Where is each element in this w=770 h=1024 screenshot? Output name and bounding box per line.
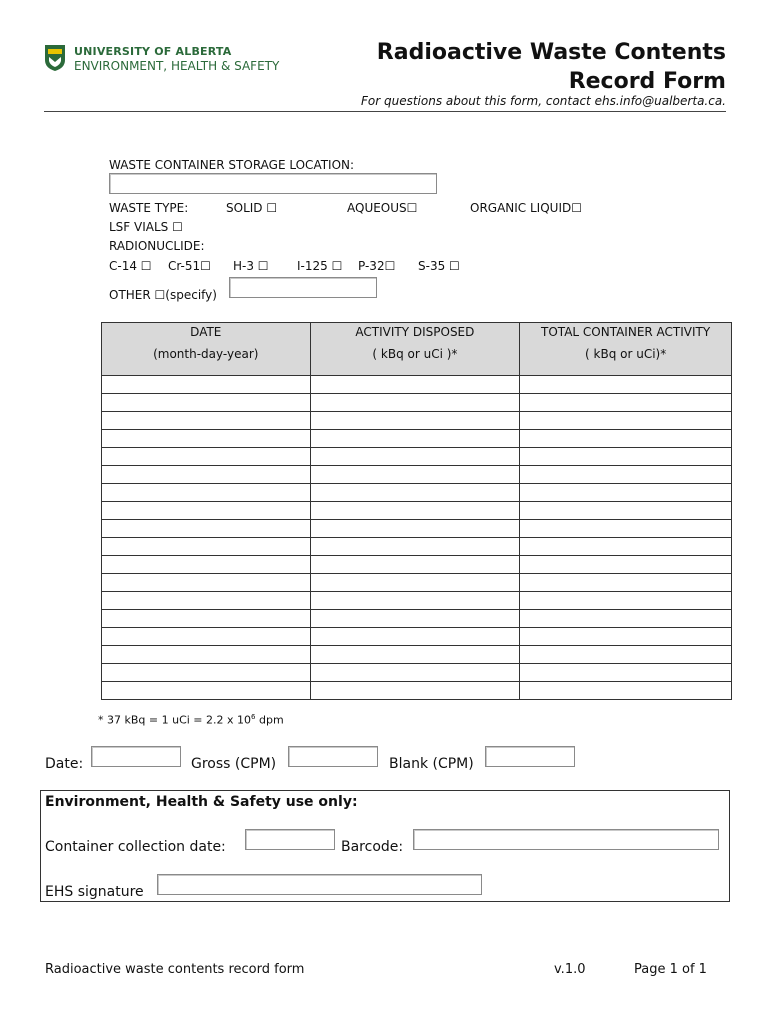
table-row xyxy=(102,592,732,610)
blank-cpm-field[interactable] xyxy=(485,746,575,767)
total-activity-cell[interactable] xyxy=(520,520,732,538)
table-row xyxy=(102,556,732,574)
table-row xyxy=(102,430,732,448)
ehs-section-heading: Environment, Health & Safety use only: xyxy=(45,794,358,810)
activity-disposed-cell[interactable] xyxy=(310,574,520,592)
h3-checkbox[interactable]: H-3 ☐ xyxy=(233,259,269,273)
other-specify-field[interactable] xyxy=(229,277,377,298)
logo-text-university: UNIVERSITY OF ALBERTA xyxy=(74,45,232,58)
i125-checkbox[interactable]: I-125 ☐ xyxy=(297,259,343,273)
total-activity-cell[interactable] xyxy=(520,412,732,430)
activity-disposed-cell[interactable] xyxy=(310,682,520,700)
total-activity-cell[interactable] xyxy=(520,538,732,556)
date-cell[interactable] xyxy=(102,394,311,412)
page-title xyxy=(377,38,726,96)
table-row xyxy=(102,610,732,628)
ualberta-logo xyxy=(44,44,304,76)
activity-disposed-cell[interactable] xyxy=(310,646,520,664)
location-label: WASTE CONTAINER STORAGE LOCATION: xyxy=(109,158,355,172)
location-field[interactable] xyxy=(109,173,437,194)
table-row xyxy=(102,448,732,466)
aqueous-checkbox[interactable]: AQUEOUS☐ xyxy=(347,201,418,215)
date-cell[interactable] xyxy=(102,682,311,700)
title-line-1: Radioactive Waste Contents xyxy=(376,40,726,65)
barcode-field[interactable] xyxy=(413,829,719,850)
c14-checkbox[interactable]: C-14 ☐ xyxy=(109,259,152,273)
table-row xyxy=(102,574,732,592)
collection-date-label: Container collection date: xyxy=(45,839,226,855)
disposal-log-table xyxy=(101,322,732,700)
total-activity-cell[interactable] xyxy=(520,628,732,646)
date-cell[interactable] xyxy=(102,466,311,484)
organic-liquid-checkbox[interactable]: ORGANIC LIQUID☐ xyxy=(470,201,582,215)
ehs-signature-label: EHS signature xyxy=(45,884,144,900)
table-row xyxy=(102,502,732,520)
logo-text-department: ENVIRONMENT, HEALTH & SAFETY xyxy=(74,59,280,73)
table-row xyxy=(102,646,732,664)
table-row xyxy=(102,538,732,556)
date-column-header: DATE (month-day-year) xyxy=(102,323,311,376)
contact-note: For questions about this form, contact ehs.info@ualberta.ca. xyxy=(360,94,726,108)
collection-date-field[interactable] xyxy=(245,829,335,850)
activity-disposed-cell[interactable] xyxy=(310,394,520,412)
gross-cpm-label: Gross (CPM) xyxy=(191,756,277,772)
total-activity-cell[interactable] xyxy=(520,484,732,502)
ehs-signature-field[interactable] xyxy=(157,874,482,895)
table-row xyxy=(102,376,732,394)
lsf-vials-checkbox[interactable]: LSF VIALS ☐ xyxy=(109,220,183,234)
date-cell[interactable] xyxy=(102,376,311,394)
barcode-label: Barcode: xyxy=(341,839,404,855)
date-cell[interactable] xyxy=(102,430,311,448)
table-row xyxy=(102,394,732,412)
total-activity-cell[interactable] xyxy=(520,592,732,610)
table-row xyxy=(102,520,732,538)
activity-disposed-cell[interactable] xyxy=(310,412,520,430)
activity-disposed-cell[interactable] xyxy=(310,466,520,484)
unit-conversion-note: * 37 kBq = 1 uCi = 2.2 x $10^6$ dpm xyxy=(98,713,284,727)
date-cell[interactable] xyxy=(102,592,311,610)
total-activity-cell[interactable] xyxy=(520,682,732,700)
activity-disposed-cell[interactable] xyxy=(310,376,520,394)
total-activity-cell[interactable] xyxy=(520,466,732,484)
activity-disposed-column-header: ACTIVITY DISPOSED ( kBq or uCi )* xyxy=(310,323,520,376)
table-row xyxy=(102,466,732,484)
date-cell[interactable] xyxy=(102,556,311,574)
waste-type-label: WASTE TYPE: xyxy=(109,201,189,215)
activity-disposed-cell[interactable] xyxy=(310,538,520,556)
activity-disposed-cell[interactable] xyxy=(310,502,520,520)
table-row xyxy=(102,412,732,430)
s35-checkbox[interactable]: S-35 ☐ xyxy=(418,259,460,273)
date-field[interactable] xyxy=(91,746,181,767)
total-activity-cell[interactable] xyxy=(520,664,732,682)
gross-cpm-field[interactable] xyxy=(288,746,378,767)
header-divider xyxy=(44,111,726,112)
date-cell[interactable] xyxy=(102,502,311,520)
table-header-row xyxy=(102,323,732,376)
activity-disposed-cell[interactable] xyxy=(310,484,520,502)
activity-disposed-cell[interactable] xyxy=(310,520,520,538)
date-cell[interactable] xyxy=(102,484,311,502)
total-activity-cell[interactable] xyxy=(520,430,732,448)
footer-page-number: Page 1 of 1 xyxy=(634,962,707,977)
cr51-checkbox[interactable]: Cr-51☐ xyxy=(168,259,211,273)
footer-document-name: Radioactive waste contents record form xyxy=(45,962,305,977)
table-row xyxy=(102,682,732,700)
total-activity-cell[interactable] xyxy=(520,448,732,466)
total-activity-cell[interactable] xyxy=(520,574,732,592)
radionuclide-label: RADIONUCLIDE: xyxy=(109,239,205,253)
activity-disposed-cell[interactable] xyxy=(310,592,520,610)
table-row xyxy=(102,484,732,502)
activity-disposed-cell[interactable] xyxy=(310,610,520,628)
date-label: Date: xyxy=(45,756,84,772)
total-activity-cell[interactable] xyxy=(520,376,732,394)
total-activity-cell[interactable] xyxy=(520,556,732,574)
date-cell[interactable] xyxy=(102,412,311,430)
solid-checkbox[interactable]: SOLID ☐ xyxy=(226,201,278,215)
total-activity-cell[interactable] xyxy=(520,394,732,412)
date-cell[interactable] xyxy=(102,538,311,556)
total-activity-cell[interactable] xyxy=(520,502,732,520)
activity-disposed-cell[interactable] xyxy=(310,664,520,682)
table-row xyxy=(102,664,732,682)
title-line-2: Record Form xyxy=(568,69,726,94)
total-activity-cell[interactable] xyxy=(520,610,732,628)
activity-disposed-cell[interactable] xyxy=(310,556,520,574)
footer-version: v.1.0 xyxy=(554,962,586,977)
date-cell[interactable] xyxy=(102,610,311,628)
date-cell[interactable] xyxy=(102,448,311,466)
date-cell[interactable] xyxy=(102,664,311,682)
other-checkbox[interactable]: OTHER ☐(specify) xyxy=(109,288,217,302)
activity-disposed-cell[interactable] xyxy=(310,448,520,466)
date-cell[interactable] xyxy=(102,574,311,592)
activity-disposed-cell[interactable] xyxy=(310,430,520,448)
shield-icon xyxy=(44,44,66,72)
total-activity-column-header: TOTAL CONTAINER ACTIVITY ( kBq or uCi)* xyxy=(520,323,732,376)
date-cell[interactable] xyxy=(102,628,311,646)
total-activity-cell[interactable] xyxy=(520,646,732,664)
activity-disposed-cell[interactable] xyxy=(310,628,520,646)
blank-cpm-label: Blank (CPM) xyxy=(389,756,474,772)
date-cell[interactable] xyxy=(102,646,311,664)
p32-checkbox[interactable]: P-32☐ xyxy=(358,259,396,273)
table-row xyxy=(102,628,732,646)
date-cell[interactable] xyxy=(102,520,311,538)
